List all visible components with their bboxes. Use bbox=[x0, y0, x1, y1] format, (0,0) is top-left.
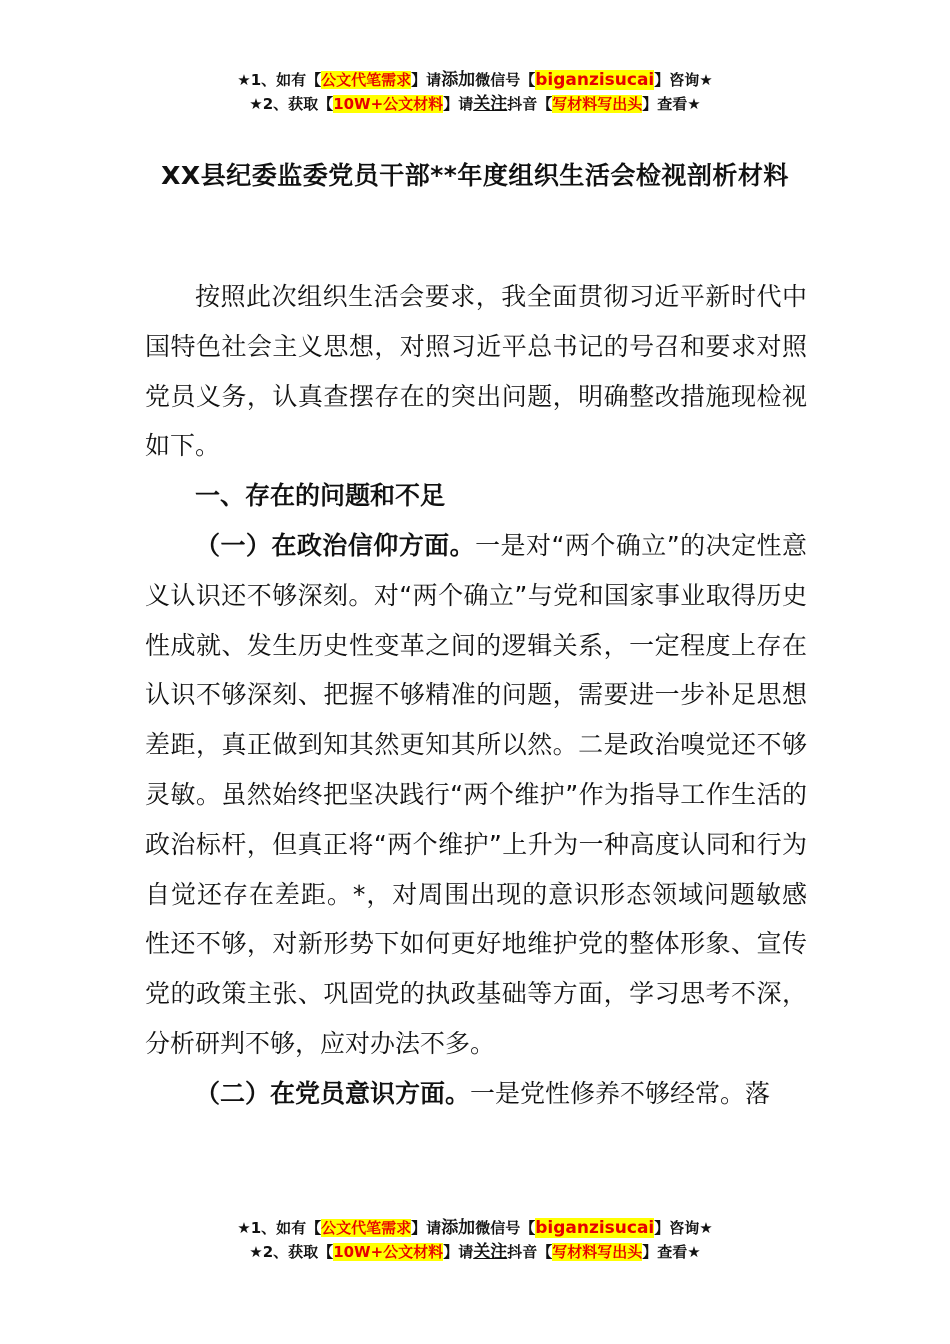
douyin-account: 写材料写出头 bbox=[552, 1243, 643, 1261]
banner-emphasis: 关注 bbox=[473, 1242, 508, 1262]
banner-emphasis: 添加 bbox=[441, 70, 476, 90]
top-banner bbox=[0, 68, 950, 116]
banner-text: 】请 bbox=[443, 1243, 474, 1261]
banner-text: 】查看★ bbox=[642, 95, 701, 113]
highlight-materials: 10W+公文材料 bbox=[333, 1243, 444, 1261]
banner-text: 】咨询★ bbox=[654, 71, 713, 89]
banner-text: 抖音【 bbox=[507, 95, 553, 113]
item-1-body: 一是对“两个确立”的决定性意义认识还不够深刻。对“两个确立”与党和国家事业取得历史性成就、发生历史性变革之间的逻辑关系，一定程度上存在认识不够深刻、把握不够精准的问题，需要进一步补足思想差距，真正做到知其然更知其所以然。二是政治嗅觉还不够灵敏。虽然始终把坚决践行“两个维护”作为指导工作生活的政治标杆，但真正将“两个维护”上升为一种高度认同和行为自觉还存在差距。*，对周围出现的意识形态领域问题敏感性还不够，对新形势下如何更好地维护党的整体形象、宣传党的政策主张、巩固党的执政基础等方面，学习思考不深，分析研判不够，应对办法不多。 bbox=[145, 530, 807, 1058]
highlight-service: 公文代笔需求 bbox=[321, 1219, 412, 1237]
banner-line-2 bbox=[0, 1240, 950, 1264]
banner-text: 抖音【 bbox=[507, 1243, 553, 1261]
banner-text: ★2、获取【 bbox=[249, 95, 334, 113]
item-1-paragraph bbox=[145, 521, 807, 1069]
banner-line-2 bbox=[0, 92, 950, 116]
highlight-materials: 10W+公文材料 bbox=[333, 95, 444, 113]
banner-text: 】查看★ bbox=[642, 1243, 701, 1261]
banner-text: 】请 bbox=[411, 71, 442, 89]
banner-text: ★2、获取【 bbox=[249, 1243, 334, 1261]
bottom-banner bbox=[0, 1216, 950, 1264]
item-1-heading: （一）在政治信仰方面。 bbox=[195, 530, 476, 560]
intro-paragraph: 按照此次组织生活会要求，我全面贯彻习近平新时代中国特色社会主义思想，对照习近平总书记的号召和要求对照党员义务，认真查摆存在的突出问题，明确整改措施现检视如下。 bbox=[145, 282, 807, 461]
banner-line-1 bbox=[0, 68, 950, 92]
wechat-id: biganzisucai bbox=[535, 70, 655, 90]
document-body bbox=[145, 272, 807, 1119]
wechat-id: biganzisucai bbox=[535, 1218, 655, 1238]
banner-text: 微信号【 bbox=[475, 1219, 536, 1237]
document-title: XX县纪委监委党员干部**年度组织生活会检视剖析材料 bbox=[161, 161, 789, 190]
banner-text: ★1、如有【 bbox=[237, 1219, 322, 1237]
banner-text: 】请 bbox=[411, 1219, 442, 1237]
item-2-paragraph bbox=[145, 1069, 807, 1119]
banner-text: ★1、如有【 bbox=[237, 71, 322, 89]
section-heading: 一、存在的问题和不足 bbox=[195, 481, 446, 511]
banner-line-1 bbox=[0, 1216, 950, 1240]
douyin-account: 写材料写出头 bbox=[552, 95, 643, 113]
banner-text: 微信号【 bbox=[475, 71, 536, 89]
item-2-heading: （二）在党员意识方面。 bbox=[195, 1078, 471, 1108]
item-2-body: 一是党性修养不够经常。落 bbox=[470, 1078, 771, 1108]
highlight-service: 公文代笔需求 bbox=[321, 71, 412, 89]
banner-text: 】请 bbox=[443, 95, 474, 113]
banner-text: 】咨询★ bbox=[654, 1219, 713, 1237]
banner-emphasis: 添加 bbox=[441, 1218, 476, 1238]
banner-emphasis: 关注 bbox=[473, 94, 508, 114]
